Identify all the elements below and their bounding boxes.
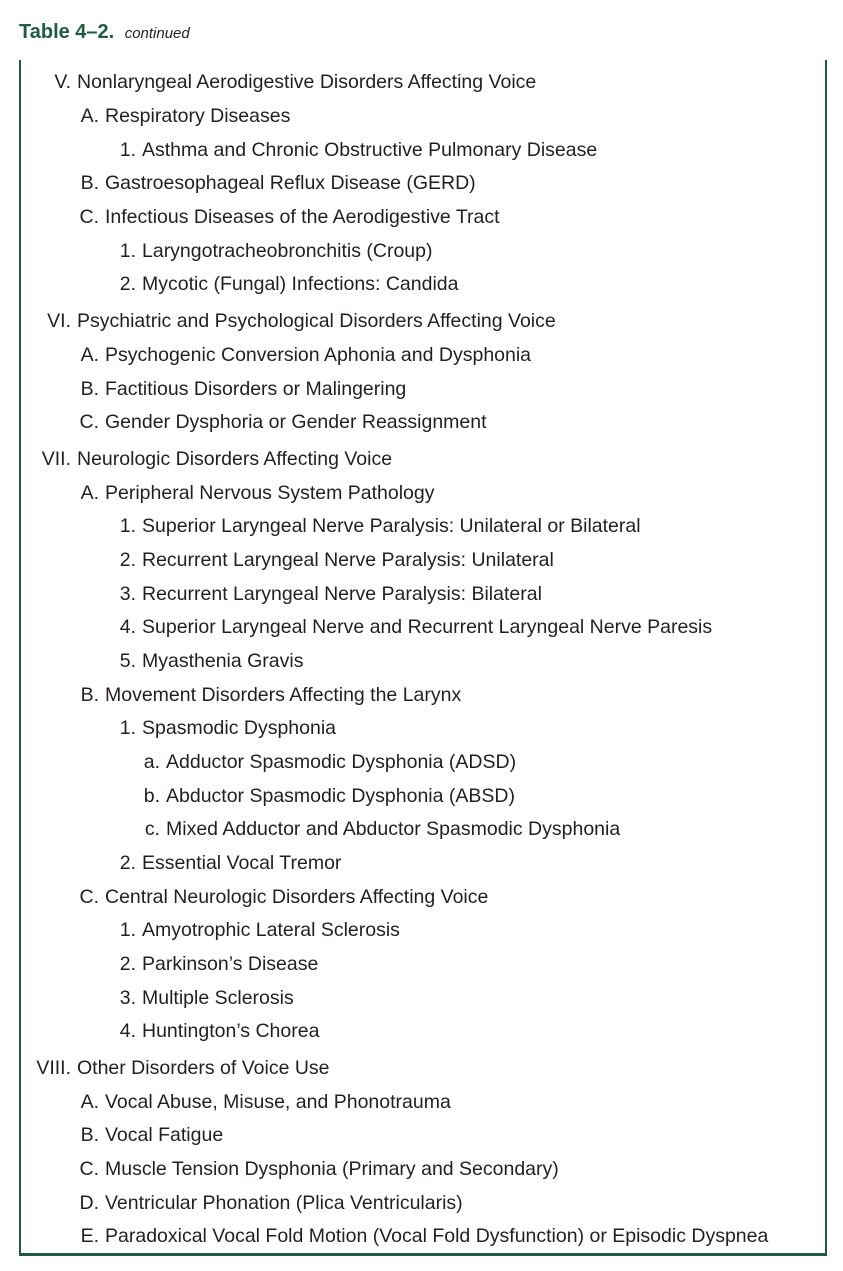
- outline-marker: 1.: [119, 240, 136, 262]
- outline-text: Superior Laryngeal Nerve and Recurrent Laryngeal Nerve Paresis: [142, 616, 713, 638]
- outline-text: Vocal Fatigue: [105, 1124, 224, 1146]
- outline-text: Infectious Diseases of the Aerodigestive Tract: [105, 206, 500, 228]
- outline-text: Adductor Spasmodic Dysphonia (ADSD): [166, 751, 517, 773]
- outline-text: Spasmodic Dysphonia: [142, 717, 337, 739]
- outline-marker: A.: [80, 1091, 99, 1113]
- outline-marker: C.: [79, 206, 99, 228]
- outline-text: Amyotrophic Lateral Sclerosis: [142, 919, 400, 941]
- outline-text: Superior Laryngeal Nerve Paralysis: Unilateral or Bilateral: [142, 515, 641, 537]
- outline-marker: D.: [79, 1192, 99, 1214]
- outline-marker: 2.: [119, 549, 136, 571]
- outline-text: Paradoxical Vocal Fold Motion (Vocal Fold Dysfunction) or Episodic Dyspnea: [105, 1225, 769, 1247]
- outline-marker: 4.: [119, 616, 136, 638]
- outline-marker: C.: [79, 411, 99, 433]
- outline-text: Nonlaryngeal Aerodigestive Disorders Affecting Voice: [77, 71, 537, 93]
- outline-text: Muscle Tension Dysphonia (Primary and Secondary): [105, 1158, 559, 1180]
- outline-marker: A.: [80, 105, 99, 127]
- outline-marker: c.: [144, 818, 160, 840]
- outline-text: Multiple Sclerosis: [142, 987, 294, 1009]
- outline-marker: A.: [80, 344, 99, 366]
- outline-marker: VI.: [47, 310, 71, 332]
- outline-marker: 1.: [119, 515, 136, 537]
- outline-text: Peripheral Nervous System Pathology: [105, 482, 435, 504]
- table-label: Table 4–2.: [19, 21, 115, 43]
- outline-marker: 1.: [119, 139, 136, 161]
- table-caption: [19, 21, 190, 44]
- outline-text: Factitious Disorders or Malingering: [105, 378, 407, 400]
- outline-text: Psychogenic Conversion Aphonia and Dysphonia: [105, 344, 532, 366]
- outline-text: Ventricular Phonation (Plica Ventricularis): [105, 1192, 463, 1214]
- outline-marker: 1.: [119, 919, 136, 941]
- outline-text: Psychiatric and Psychological Disorders Affecting Voice: [77, 310, 556, 332]
- outline-marker: B.: [80, 1124, 99, 1146]
- outline-marker: 1.: [119, 717, 136, 739]
- outline-text: Asthma and Chronic Obstructive Pulmonary Disease: [142, 139, 598, 161]
- outline-marker: a.: [143, 751, 160, 773]
- outline-text: Movement Disorders Affecting the Larynx: [105, 684, 462, 706]
- outline-text: Recurrent Laryngeal Nerve Paralysis: Unilateral: [142, 549, 554, 571]
- continued-note: continued: [124, 25, 190, 42]
- outline-text: Huntington’s Chorea: [142, 1020, 320, 1042]
- outline-marker: VIII.: [36, 1057, 71, 1079]
- outline-marker: VII.: [41, 448, 71, 470]
- outline-marker: 3.: [119, 987, 136, 1009]
- outline-text: Recurrent Laryngeal Nerve Paralysis: Bilateral: [142, 583, 542, 605]
- outline-text: Myasthenia Gravis: [142, 650, 304, 672]
- outline-text: Mixed Adductor and Abductor Spasmodic Dysphonia: [166, 818, 621, 840]
- outline-text: Gastroesophageal Reflux Disease (GERD): [105, 172, 476, 194]
- outline-marker: 2.: [119, 852, 136, 874]
- outline-marker: C.: [79, 886, 99, 908]
- outline-marker: b.: [143, 785, 160, 807]
- outline-marker: A.: [80, 482, 99, 504]
- outline-marker: B.: [80, 378, 99, 400]
- outline-marker: B.: [80, 172, 99, 194]
- outline-marker: C.: [79, 1158, 99, 1180]
- outline-text: Abductor Spasmodic Dysphonia (ABSD): [166, 785, 515, 807]
- outline-text: Gender Dysphoria or Gender Reassignment: [105, 411, 487, 433]
- outline-text: Essential Vocal Tremor: [142, 852, 342, 874]
- outline-text: Respiratory Diseases: [105, 105, 291, 127]
- outline-text: Other Disorders of Voice Use: [77, 1057, 330, 1079]
- outline-text: Vocal Abuse, Misuse, and Phonotrauma: [105, 1091, 451, 1113]
- outline-marker: 5.: [119, 650, 136, 672]
- outline-text: Laryngotracheobronchitis (Croup): [142, 240, 433, 262]
- outline-text: Parkinson’s Disease: [142, 953, 319, 975]
- outline-text: Neurologic Disorders Affecting Voice: [77, 448, 393, 470]
- outline-marker: 4.: [119, 1020, 136, 1042]
- outline-marker: B.: [80, 684, 99, 706]
- outline-text: Mycotic (Fungal) Infections: Candida: [142, 273, 459, 295]
- outline-marker: 3.: [119, 583, 136, 605]
- outline-marker: E.: [80, 1225, 99, 1247]
- outline-text: Central Neurologic Disorders Affecting Voice: [105, 886, 489, 908]
- outline-marker: 2.: [119, 953, 136, 975]
- outline-marker: 2.: [119, 273, 136, 295]
- outline-marker: V.: [54, 71, 71, 93]
